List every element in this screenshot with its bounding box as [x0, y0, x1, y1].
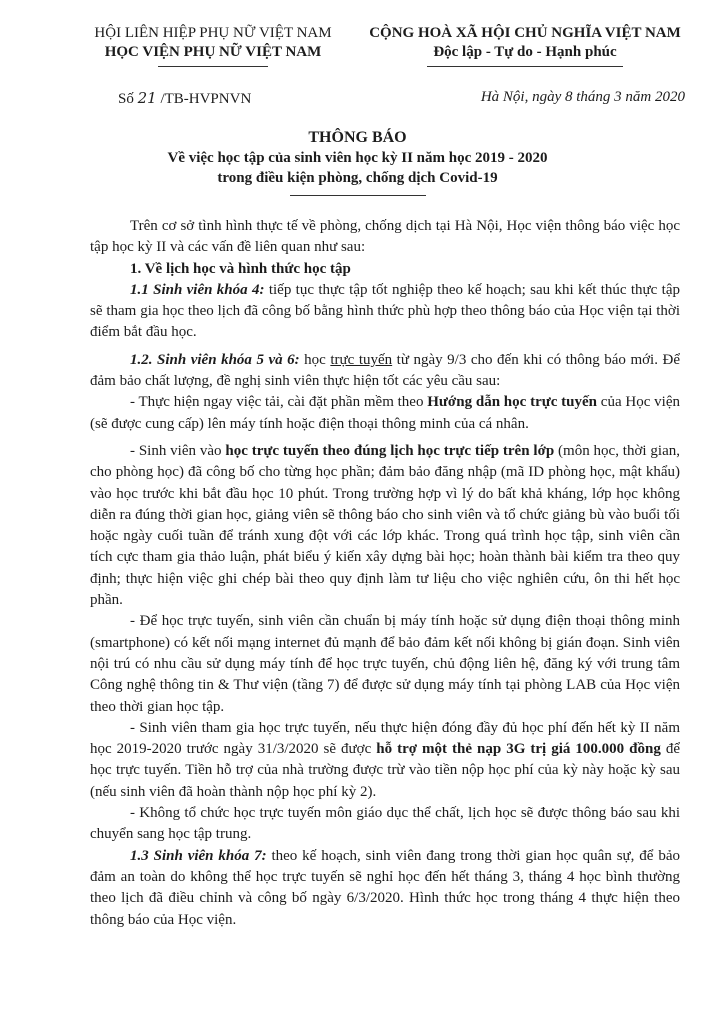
- paragraph-1-1: [90, 280, 680, 344]
- document-body: [90, 216, 680, 931]
- national-header: [360, 24, 690, 67]
- title-divider: [290, 195, 426, 196]
- underlined-text: trực tuyến: [330, 351, 393, 368]
- bullet-install-software: [90, 392, 680, 435]
- document-number: [118, 89, 251, 108]
- ref-code: /TB-HVPNVN: [160, 91, 252, 107]
- paragraph-1-3: [90, 846, 680, 931]
- paragraph-text: tiếp tục thực tập tốt nghiệp theo kế hoạch; sau khi kết thúc thực tập sẽ tham gia học theo lịch đã công bố bằng hình thức phù hợp theo thông báo của Học viện tại thời điểm bắt đầu học.: [90, 281, 680, 341]
- title-block: [0, 128, 715, 196]
- org-divider: [158, 66, 268, 67]
- bullet-text: - Sinh viên tham gia học trực tuyến, nếu thực hiện đóng đầy đủ học phí đến hết kỳ II năm học 2019-2020 trước ngày 31/3/2020 sẽ được: [90, 719, 680, 758]
- paragraph-text: theo kế hoạch, sinh viên đang trong thời gian học quân sự, để bảo đảm an toàn do không thể học trực tuyến sẽ nghỉ học đến hết tháng 3, tháng 4 học bình thường theo lịch đã điều chỉnh và công bố ngày 6/3/2020. Hình thức học trong tháng 4 thực hiện theo thông báo của Học viện.: [90, 847, 680, 928]
- paragraph-label: 1.2. Sinh viên khóa 5 và 6:: [130, 351, 300, 368]
- date-place: Hà Nội, ngày 8 tháng 3 năm 2020: [480, 89, 685, 105]
- issuing-organization: [78, 24, 348, 67]
- paragraph-text: từ ngày 9/3 cho đến khi có thông báo mới. Để đảm bảo chất lượng, đề nghị sinh viên thực hiện tốt các yêu cầu sau:: [90, 351, 680, 390]
- bullet-tuition-support: [90, 718, 680, 803]
- bold-text: hỗ trợ một thẻ nạp 3G trị giá 100.000 đồng: [376, 741, 661, 758]
- nation-motto: Độc lập - Tự do - Hạnh phúc: [433, 44, 617, 60]
- org-name: HỌC VIỆN PHỤ NỮ VIỆT NAM: [104, 44, 322, 60]
- document-title: THÔNG BÁO: [308, 129, 407, 146]
- bold-text: Hướng dẫn học trực tuyến: [427, 394, 598, 411]
- document-subject-line2: trong điều kiện phòng, chống dịch Covid-19: [217, 170, 498, 186]
- ref-prefix: Số: [118, 91, 134, 107]
- nation-divider: [427, 66, 623, 67]
- bullet-text: của Học viện (sẽ được cung cấp) lên máy tính hoặc điện thoại thông minh của cá nhân.: [90, 394, 681, 432]
- nation-name: CỘNG HOÀ XÃ HỘI CHỦ NGHĨA VIỆT NAM: [369, 25, 681, 41]
- ref-handwritten-number: 21: [137, 89, 157, 107]
- intro-paragraph: Trên cơ sở tình hình thực tế về phòng, chống dịch tại Hà Nội, Học viện thông báo việc học tập học kỳ II và các vấn đề liên quan như sau:: [90, 218, 680, 256]
- section-heading: 1. Về lịch học và hình thức học tập: [130, 260, 351, 277]
- paragraph-text: học: [299, 351, 331, 368]
- bold-text: học trực tuyến theo đúng lịch học trực tiếp trên lớp: [225, 442, 555, 459]
- bullet-text: - Sinh viên vào: [130, 442, 226, 459]
- bullet-text: để học trực tuyến. Tiền hỗ trợ của nhà trường được trừ vào tiền nộp học phí của kỳ này hoặc kỳ sau (nếu sinh viên đã hoàn thành nộp học phí kỳ 2).: [90, 741, 680, 800]
- paragraph-label: 1.1 Sinh viên khóa 4:: [130, 281, 265, 298]
- bullet-text: - Thực hiện ngay việc tải, cài đặt phần mềm theo: [130, 394, 428, 411]
- bullet-text: (môn học, thời gian, cho phòng học) đã công bố cho từng học phần; đảm bảo đăng nhập (mã ID phòng học, mật khẩu) vào học trước khi bắt đầu học 10 phút. Trong trường hợp vì lý do bất khả kháng, lớp học không diễn ra đúng thời gian học, giảng viên sẽ thông báo cho sinh viên và tổ chức giảng bù vào buổi tối hoặc ngày cuối tuần để tránh xung đột với các lớp khác. Trong quá trình học tập, sinh viên cần tích cực tham gia thảo luận, phát biểu ý kiến xây dựng bài học; hoàn thành bài kiểm tra theo quy định; thực hiện việc ghi chép bài theo quy định làm tư liệu cho việc nghiên cứu, ôn thi hết học phần.: [90, 442, 680, 609]
- bullet-physical-education: - Không tổ chức học trực tuyến môn giáo dục thể chất, lịch học sẽ được thông báo sau khi chuyển sang học tập trung.: [90, 805, 680, 843]
- org-parent-name: HỘI LIÊN HIỆP PHỤ NỮ VIỆT NAM: [94, 25, 332, 41]
- bullet-follow-schedule: [90, 441, 680, 611]
- paragraph-1-2: [90, 350, 680, 393]
- bullet-device-requirements: - Để học trực tuyến, sinh viên cần chuẩn bị máy tính hoặc sử dụng điện thoại thông minh (smartphone) có kết nối mạng internet đủ mạnh để bảo đảm kết nối không bị gián đoạn. Sinh viên nội trú có nhu cầu sử dụng máy tính để học trực tuyến, chủ động liên hệ, đăng ký với trung tâm Công nghệ thông tin & Thư viện (tầng 7) để được sử dụng máy tính tại phòng LAB của Học viện theo thời gian học tập.: [90, 613, 680, 715]
- document-subject-line1: Về việc học tập của sinh viên học kỳ II năm học 2019 - 2020: [167, 150, 548, 166]
- paragraph-label: 1.3 Sinh viên khóa 7:: [130, 847, 267, 864]
